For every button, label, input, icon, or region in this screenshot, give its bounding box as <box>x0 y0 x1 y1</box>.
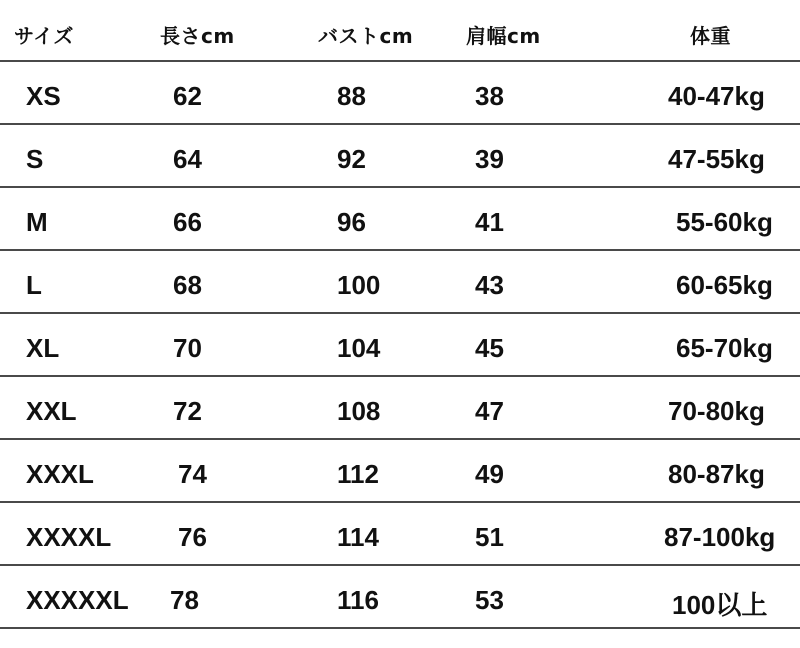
table-row <box>0 188 800 251</box>
cell-size: XXXXXL <box>26 585 129 615</box>
table-row <box>0 440 800 503</box>
cell-length: 74 <box>178 459 207 489</box>
cell-shoulder: 51 <box>475 522 504 552</box>
cell-weight: 55-60kg <box>676 207 773 237</box>
cell-size: XXXL <box>26 459 94 489</box>
header-shoulder: 肩幅cm <box>466 24 541 48</box>
cell-size: XS <box>26 81 61 111</box>
cell-size: XXL <box>26 396 77 426</box>
cell-bust: 114 <box>337 522 379 552</box>
cell-length: 68 <box>173 270 202 300</box>
cell-size: XXXXL <box>26 522 112 552</box>
table-row <box>0 314 800 377</box>
header-size: サイズ <box>14 24 74 48</box>
cell-length: 66 <box>173 207 202 237</box>
cell-length: 70 <box>173 333 202 363</box>
header-length: 長さcm <box>160 24 235 48</box>
cell-bust: 112 <box>337 459 379 489</box>
cell-shoulder: 41 <box>475 207 504 237</box>
cell-weight: 70-80kg <box>668 396 765 426</box>
cell-length: 62 <box>173 81 202 111</box>
cell-size: XL <box>26 333 60 363</box>
cell-shoulder: 39 <box>475 144 504 174</box>
cell-weight: 100以上 <box>672 590 768 620</box>
cell-weight: 60-65kg <box>676 270 773 300</box>
cell-shoulder: 47 <box>475 396 504 426</box>
cell-length: 64 <box>173 144 202 174</box>
cell-shoulder: 43 <box>475 270 504 300</box>
cell-shoulder: 53 <box>475 585 504 615</box>
cell-weight: 87-100kg <box>664 522 776 552</box>
cell-bust: 92 <box>337 144 366 174</box>
cell-bust: 100 <box>337 270 381 300</box>
table-row <box>0 377 800 440</box>
cell-bust: 96 <box>337 207 366 237</box>
cell-bust: 108 <box>337 396 381 426</box>
cell-shoulder: 49 <box>475 459 504 489</box>
cell-length: 72 <box>173 396 202 426</box>
table-row <box>0 125 800 188</box>
cell-length: 78 <box>170 585 199 615</box>
cell-bust: 104 <box>337 333 381 363</box>
cell-size: M <box>26 207 48 237</box>
cell-length: 76 <box>178 522 207 552</box>
cell-weight: 47-55kg <box>668 144 765 174</box>
cell-shoulder: 38 <box>475 81 504 111</box>
table-row <box>0 251 800 314</box>
table-row <box>0 503 800 566</box>
cell-bust: 116 <box>337 585 379 615</box>
cell-weight: 40-47kg <box>668 81 765 111</box>
cell-size: S <box>26 144 44 174</box>
header-weight: 体重 <box>690 24 731 48</box>
cell-weight: 65-70kg <box>676 333 773 363</box>
cell-size: L <box>26 270 42 300</box>
table-row <box>0 62 800 125</box>
table-header-row <box>0 0 800 62</box>
header-bust: バストcm <box>318 24 414 48</box>
table-row <box>0 566 800 629</box>
cell-bust: 88 <box>337 81 366 111</box>
cell-weight: 80-87kg <box>668 459 765 489</box>
cell-shoulder: 45 <box>475 333 504 363</box>
